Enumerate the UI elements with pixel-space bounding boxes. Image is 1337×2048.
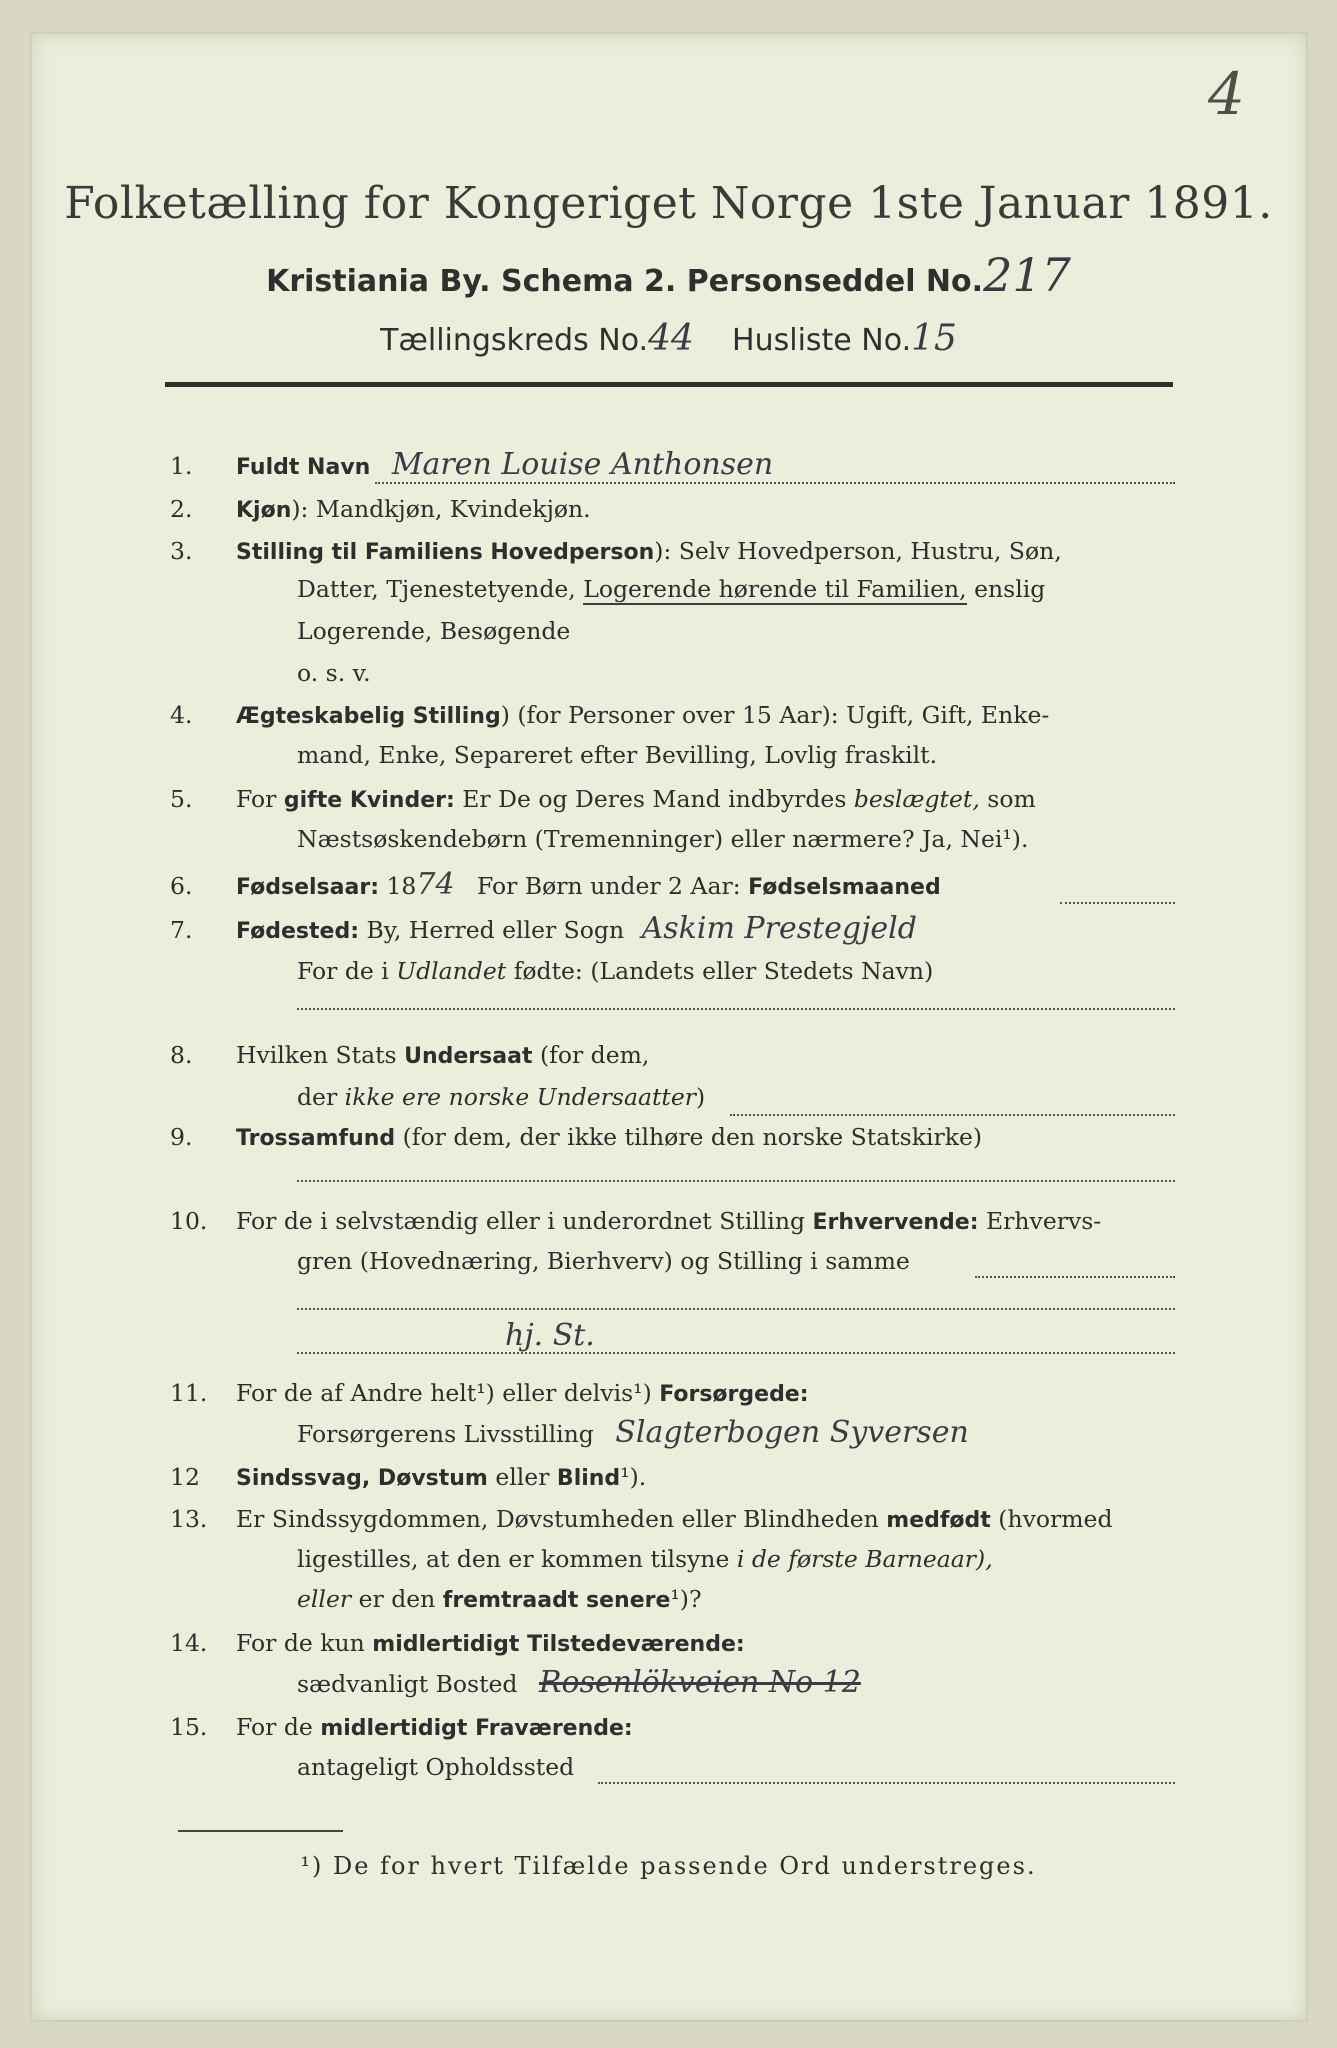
item-11-line-2: [297, 1414, 1177, 1453]
item-12-disability: [170, 1458, 1180, 1498]
item-text: (for dem, der ikke tilhøre den norske Statskirke): [402, 1123, 983, 1151]
item-15-line-2: antageligt Opholdssted: [297, 1753, 575, 1781]
item-text: Udlandet: [396, 957, 507, 985]
item-text: For de af Andre helt¹) eller delvis¹): [236, 1379, 652, 1407]
item-13-line-2: [297, 1540, 1177, 1578]
kreds-number: 44: [648, 318, 694, 359]
item-text: i de første Barneaar),: [736, 1545, 993, 1573]
item-text: ¹)?: [670, 1585, 702, 1613]
underlined-choice: Logerende hørende til Familien,: [583, 575, 967, 603]
dotted-line: [730, 1114, 1175, 1116]
item-1-full-name: [170, 446, 1180, 487]
item-text: ): Mandkjøn, Kvindekjøn.: [291, 495, 591, 523]
item-text: eller: [297, 1585, 352, 1613]
item-14-temporary-present: [170, 1624, 1180, 1664]
item-text: enslig: [974, 575, 1046, 603]
item-text: som: [987, 785, 1036, 813]
item-text: Hvilken Stats: [236, 1041, 397, 1069]
item-text: Datter, Tjenestetyende,: [297, 575, 576, 603]
dotted-line: [297, 1308, 1175, 1310]
item-label: Undersaat: [404, 1044, 533, 1069]
item-number: 6.: [170, 872, 193, 900]
page-number-mark: 4: [1208, 60, 1245, 128]
item-number: 3.: [170, 537, 193, 565]
item-7-birthplace: [170, 910, 1180, 951]
item-number: 1.: [170, 452, 193, 480]
item-label: Fuldt Navn: [236, 455, 371, 480]
husliste-number: 15: [911, 318, 957, 359]
dotted-line: [375, 482, 1175, 484]
item-text: For de i selvstændig eller i underordnet Stilling: [236, 1207, 805, 1235]
item-number: 11.: [170, 1379, 208, 1407]
form-title: Folketælling for Kongeriget Norge 1ste Januar 1891.: [64, 178, 1273, 229]
item-text: Er Sindssygdommen, Døvstumheden eller Blindheden: [236, 1505, 879, 1533]
item-10-line-2: gren (Hovednæring, Bierhverv) og Stilling i samme: [297, 1247, 910, 1275]
item-label: fremtraadt senere: [442, 1588, 671, 1613]
item-text: Forsørgerens Livsstilling: [297, 1420, 594, 1448]
schema-line: [0, 248, 1337, 302]
item-text: For: [236, 785, 277, 813]
item-number: 4.: [170, 701, 193, 729]
item-15-temporary-absent: [170, 1708, 1180, 1748]
item-3-line-3: Logerende, Besøgende: [297, 617, 571, 645]
item-label: Fødselsmaaned: [748, 875, 941, 900]
item-14-line-2: [297, 1664, 1177, 1703]
item-text: For de: [236, 1713, 313, 1741]
item-text: ¹).: [620, 1463, 647, 1491]
item-text: der: [297, 1083, 338, 1111]
item-number: 8.: [170, 1041, 193, 1069]
item-label: Fødested:: [236, 919, 359, 944]
item-6-birth-year: [170, 866, 1180, 907]
dotted-line: [297, 1008, 1175, 1010]
item-text: er den: [358, 1585, 436, 1613]
item-7-line-2: [297, 952, 1177, 990]
usual-residence-value: Rosenlökveien No 12: [538, 1665, 861, 1700]
item-label: gifte Kvinder:: [283, 788, 455, 813]
footnote: ¹) De for hvert Tilfælde passende Ord understreges.: [300, 1852, 1037, 1880]
item-text: (hvormed: [998, 1505, 1113, 1533]
item-label: Stilling til Familiens Hovedperson: [236, 540, 655, 565]
item-text: Erhvervs-: [986, 1207, 1102, 1235]
footnote-divider: [178, 1830, 343, 1832]
item-number: 15.: [170, 1713, 208, 1741]
item-11-supported: [170, 1374, 1180, 1414]
item-text: For Børn under 2 Aar:: [477, 872, 741, 900]
item-label: Blind: [556, 1466, 621, 1491]
item-3-line-2: [297, 570, 1177, 608]
item-13-line-3: [297, 1580, 1177, 1620]
item-13-congenital: [170, 1500, 1180, 1540]
dotted-line: [297, 1352, 1175, 1354]
item-text: ): Selv Hovedperson, Hustru, Søn,: [654, 537, 1062, 565]
item-10-occupation: [170, 1202, 1180, 1242]
item-number: 9.: [170, 1123, 193, 1151]
birth-year-value: 74: [416, 867, 455, 902]
item-text: fødte: (Landets eller Stedets Navn): [513, 957, 934, 985]
kreds-line: [0, 318, 1337, 359]
item-5-married-women: [170, 780, 1180, 820]
item-3-line-4: o. s. v.: [297, 659, 371, 687]
item-number: 5.: [170, 785, 193, 813]
item-label: Fødselsaar:: [236, 875, 379, 900]
item-text: beslægtet,: [853, 785, 980, 813]
item-text: eller: [495, 1463, 550, 1491]
item-label: medfødt: [886, 1508, 991, 1533]
item-text: By, Herred eller Sogn: [366, 916, 625, 944]
item-text: For de i: [297, 957, 389, 985]
kreds-label: Tællingskreds No.: [380, 323, 649, 358]
dotted-line: [1060, 902, 1175, 904]
item-4-marital-status: [170, 696, 1180, 736]
provider-value: Slagterbogen Syversen: [615, 1415, 969, 1450]
header-divider: [165, 382, 1173, 387]
dotted-line: [975, 1276, 1175, 1278]
item-number: 12: [170, 1463, 200, 1491]
item-number: 13.: [170, 1505, 208, 1533]
item-text: sædvanligt Bosted: [297, 1670, 518, 1698]
item-number: 7.: [170, 916, 193, 944]
item-text: 18: [386, 872, 417, 900]
item-8-line-2: [297, 1078, 1177, 1116]
item-text: ) (for Personer over 15 Aar): Ugift, Gift, Enke-: [500, 701, 1050, 729]
item-label: Sindssvag, Døvstum: [236, 1466, 488, 1491]
item-label: Ægteskabelig Stilling: [236, 704, 501, 729]
dotted-line: [598, 1782, 1175, 1784]
item-label: Kjøn: [236, 498, 292, 523]
item-label: midlertidigt Fraværende:: [320, 1716, 633, 1741]
occupation-value: hj. St.: [505, 1318, 595, 1353]
item-2-gender: [170, 490, 1180, 530]
item-label: Trossamfund: [236, 1126, 396, 1151]
item-label: midlertidigt Tilstedeværende:: [372, 1632, 745, 1657]
dotted-line: [297, 1180, 1175, 1182]
item-text: For de kun: [236, 1629, 365, 1657]
item-text: ): [696, 1083, 706, 1111]
item-number: 2.: [170, 495, 193, 523]
schema-line-text: Kristiania By. Schema 2. Personseddel No.: [266, 264, 984, 299]
item-3-family-position: [170, 532, 1180, 572]
item-text: ligestilles, at den er kommen tilsyne: [297, 1545, 730, 1573]
item-number: 10.: [170, 1207, 208, 1235]
personseddel-number: 217: [983, 248, 1071, 302]
item-text: (for dem,: [539, 1041, 650, 1069]
birthplace-value: Askim Prestegjeld: [641, 911, 917, 946]
full-name-value: Maren Louise Anthonsen: [391, 447, 774, 482]
item-8-citizenship: [170, 1036, 1180, 1076]
item-text: Er De og Deres Mand indbyrdes: [462, 785, 847, 813]
item-label: Forsørgede:: [659, 1382, 809, 1407]
item-4-line-2: mand, Enke, Separeret efter Bevilling, Lovlig fraskilt.: [297, 741, 938, 769]
item-9-religion: [170, 1118, 1180, 1158]
item-5-line-2: Næstsøskendebørn (Tremenninger) eller nærmere? Ja, Nei¹).: [297, 825, 1029, 853]
item-number: 14.: [170, 1629, 208, 1657]
husliste-label: Husliste No.: [732, 323, 912, 358]
item-text: ikke ere norske Undersaatter: [344, 1083, 696, 1111]
item-label: Erhvervende:: [812, 1210, 979, 1235]
